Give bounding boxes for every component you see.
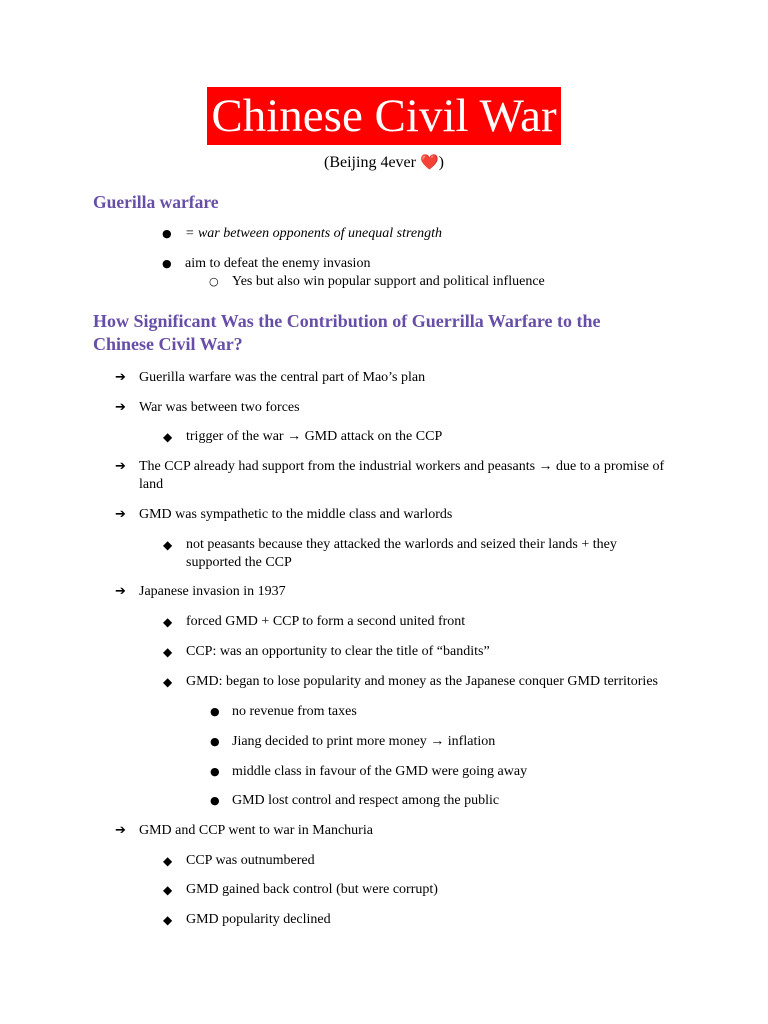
diamond-bullet-icon: ◆ (163, 854, 173, 868)
list-item-text: trigger of the war → GMD attack on the CCP (186, 429, 443, 444)
arrow-bullet-icon: ➔ (115, 459, 126, 474)
list-item-text: Jiang decided to print more money → inflation (232, 734, 496, 749)
heart-icon: ❤️ (419, 153, 439, 171)
heading-line: How Significant Was the Contribution of Guerrilla Warfare to the (93, 311, 601, 331)
list-item-text: Yes but also win popular support and political influence (232, 274, 545, 289)
diamond-bullet-icon: ◆ (163, 645, 173, 659)
title-wrap (0, 87, 768, 145)
list-item-text: not peasants because they attacked the warlords and seized their lands + they (186, 537, 617, 552)
list-item-text: Guerilla warfare was the central part of Mao’s plan (139, 370, 426, 385)
bullet-dot-icon: ● (210, 794, 220, 807)
diamond-bullet-icon: ◆ (163, 615, 173, 629)
list-item-text: aim to defeat the enemy invasion (185, 256, 371, 271)
list-item-text: GMD lost control and respect among the public (232, 793, 500, 808)
diamond-bullet-icon: ◆ (163, 883, 173, 897)
diamond-bullet-icon: ◆ (163, 538, 173, 552)
list-item-text: CCP was outnumbered (186, 853, 315, 868)
list-item-text: CCP: was an opportunity to clear the title of “bandits” (186, 644, 490, 659)
arrow-bullet-icon: ➔ (115, 584, 126, 599)
subtitle-close: ) (438, 154, 444, 171)
list-item-text: Japanese invasion in 1937 (139, 584, 286, 599)
bullet-dot-icon: ● (162, 227, 172, 240)
heading-guerilla-warfare: Guerilla warfare (93, 192, 219, 212)
list-item-text: War was between two forces (139, 400, 300, 415)
bullet-dot-icon: ● (210, 765, 220, 778)
bullet-circle-icon: ○ (209, 275, 219, 288)
list-item-text: land (139, 477, 164, 492)
heading-significance (93, 310, 693, 356)
document-title: Chinese Civil War (207, 87, 560, 145)
list-item-text: The CCP already had support from the industrial workers and peasants → due to a promise of (139, 459, 665, 474)
arrow-bullet-icon: ➔ (115, 400, 126, 415)
list-item-text: GMD gained back control (but were corrupt) (186, 882, 438, 897)
list-item-text: GMD popularity declined (186, 912, 331, 927)
arrow-bullet-icon: ➔ (115, 823, 126, 838)
list-item-text: = war between opponents of unequal strength (185, 226, 443, 241)
list-item-text: GMD: began to lose popularity and money as the Japanese conquer GMD territories (186, 674, 658, 689)
arrow-bullet-icon: ➔ (115, 370, 126, 385)
diamond-bullet-icon: ◆ (163, 675, 173, 689)
list-item-text: middle class in favour of the GMD were going away (232, 764, 528, 779)
bullet-dot-icon: ● (210, 705, 220, 718)
arrow-bullet-icon: ➔ (115, 507, 126, 522)
list-item-text: supported the CCP (186, 555, 292, 570)
subtitle-text: (Beijing 4ever (324, 154, 420, 171)
document-subtitle (0, 151, 768, 174)
list-item-text: forced GMD + CCP to form a second united front (186, 614, 466, 629)
heading-line: Chinese Civil War? (93, 334, 243, 354)
list-item-text: GMD was sympathetic to the middle class and warlords (139, 507, 453, 522)
list-item-text: no revenue from taxes (232, 704, 357, 719)
diamond-bullet-icon: ◆ (163, 430, 173, 444)
bullet-dot-icon: ● (162, 257, 172, 270)
diamond-bullet-icon: ◆ (163, 913, 173, 927)
bullet-dot-icon: ● (210, 735, 220, 748)
list-item-text: GMD and CCP went to war in Manchuria (139, 823, 373, 838)
